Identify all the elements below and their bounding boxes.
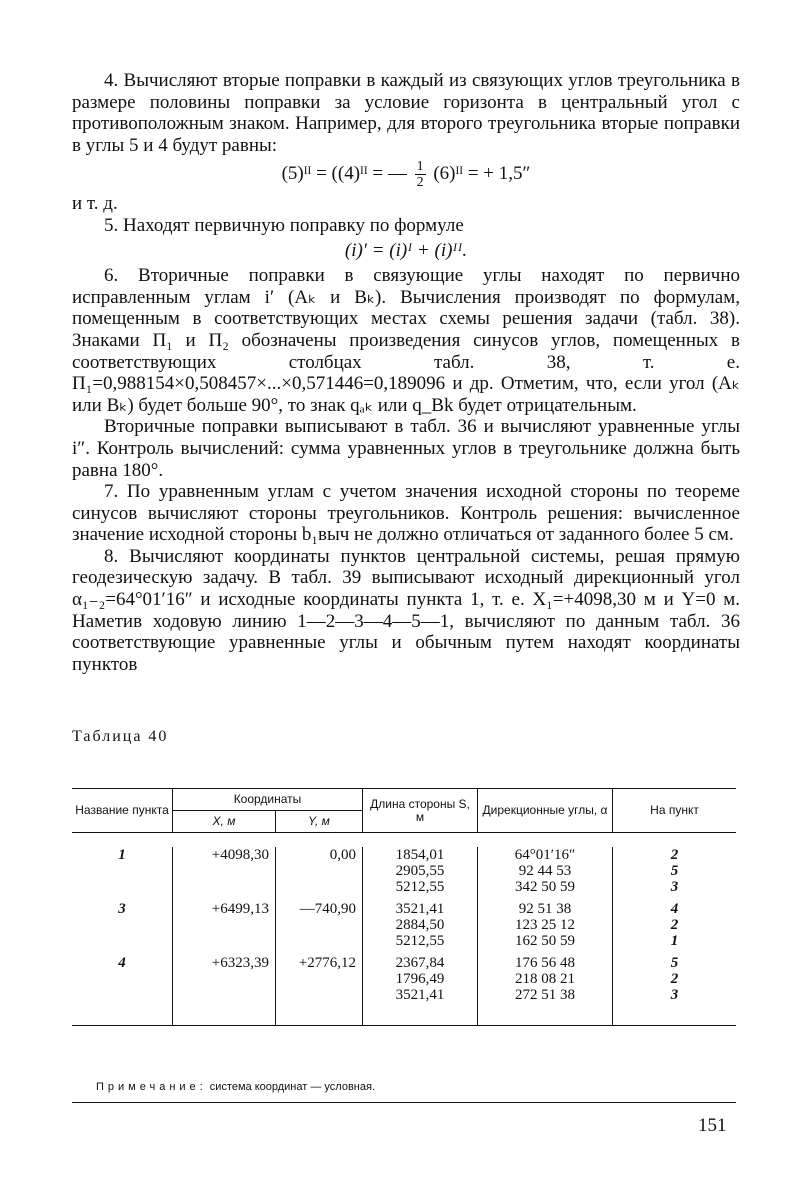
side-cell-line: 2884,50 — [395, 917, 445, 933]
body-text — [72, 70, 740, 675]
coordinates-table — [72, 788, 736, 1026]
y-cell: +2776,12 — [276, 955, 363, 1003]
azimuth-cell-line: 218 08 21 — [515, 971, 575, 987]
side-cell — [363, 955, 478, 1003]
side-cell-line: 5212,55 — [395, 879, 445, 895]
fraction-denominator: 2 — [416, 175, 424, 191]
point-cell: 1 — [72, 847, 173, 895]
side-cell-line: 3521,41 — [395, 987, 445, 1003]
note-label: Примечание: — [96, 1081, 207, 1093]
azimuth-cell-line: 123 25 12 — [515, 917, 575, 933]
paragraph-4: 4. Вычисляют вторые поправки в каждый из связующих углов треугольника в размере половины поправки за условие горизонта в центральный угол с противоположным знаком. Например, для второго треугольника вторые поправки в углы 5 и 4 будут равны: — [72, 70, 740, 156]
table-row — [72, 847, 736, 895]
to-point-cell-line: 1 — [670, 933, 679, 949]
y-cell: —740,90 — [276, 901, 363, 949]
formula-1 — [72, 159, 740, 190]
side-cell-line: 3521,41 — [395, 901, 445, 917]
table-row — [72, 901, 736, 949]
to-point-cell — [613, 847, 737, 895]
paragraph-6b: Вторичные поправки выписывают в табл. 36 и вычисляют уравненные углы i″. Контроль вычислений: сумма уравненных углов в треугольнике должна быть равна 180°. — [72, 416, 740, 481]
fraction-numerator: 1 — [416, 159, 424, 175]
point-cell: 4 — [72, 955, 173, 1003]
to-point-cell-line: 2 — [670, 971, 679, 987]
to-point-cell-line: 5 — [670, 955, 679, 971]
paragraph-7: 7. По уравненным углам с учетом значения исходной стороны по теореме синусов вычисляют стороны треугольников. Контроль решения: вычисленное значение исходной стороны b₁выч не должно отличаться от заданного более 5 см. — [72, 481, 740, 546]
formula-1-left: (5)ᴵᴵ = ((4)ᴵᴵ = — — [281, 163, 407, 185]
side-cell — [363, 901, 478, 949]
header-x: X, м — [173, 811, 276, 833]
header-side: Длина стороны S, м — [363, 789, 478, 833]
bottom-rule — [72, 1102, 736, 1103]
side-cell — [363, 847, 478, 895]
formula-1-right: (6)ᴵᴵ = + 1,5″ — [433, 163, 531, 185]
to-point-cell-line: 2 — [670, 847, 679, 863]
side-cell-line: 5212,55 — [395, 933, 445, 949]
header-coords: Координаты — [173, 789, 363, 811]
itd-text: и т. д. — [72, 193, 118, 215]
to-point-cell — [613, 901, 737, 949]
paragraph-5: 5. Находят первичную поправку по формуле — [104, 214, 464, 236]
side-cell-line: 2367,84 — [395, 955, 445, 971]
to-point-cell — [613, 955, 737, 1003]
azimuth-cell-line: 176 56 48 — [515, 955, 575, 971]
azimuth-cell — [478, 955, 613, 1003]
to-point-cell-line: 2 — [670, 917, 679, 933]
table-caption: Таблица 40 — [72, 728, 169, 745]
x-cell: +6499,13 — [173, 901, 276, 949]
paragraph-8: 8. Вычисляют координаты пунктов центральной системы, решая прямую геодезическую задачу. В табл. 39 выписывают исходный дирекционный угол α₁₋₂=64°01′16″ и исходные координаты пункта 1, т. е. X₁=+4098,30 м и Y=0 м. Наметив ходовую линию 1—2—3—4—5—1, вычисляют по данным табл. 36 соответствующие уравненные углы и обычным путем находят координаты пунктов — [72, 545, 740, 675]
x-cell: +6323,39 — [173, 955, 276, 1003]
header-to-point: На пункт — [650, 803, 699, 817]
to-point-cell-line: 4 — [670, 901, 679, 917]
paragraph-6: 6. Вторичные поправки в связующие углы находят по первично исправленным углам i′ (Aₖ и Bₖ). Вычисления производят по формулам, помещенным в соответствующих местах схемы решения задачи (табл. 38). Знаками П₁ и П₂ обозначены произведения синусов углов, помещенных в соответствующих столбцах табл. 38, т. е. П₁=0,988154×0,508457×...×0,571446=0,189096 и др. Отметим, что, если угол (Aₖ или Bₖ) будет больше 90°, то знак qₐₖ или q_Bk будет отрицательным. — [72, 265, 740, 416]
page-number: 151 — [698, 1115, 727, 1136]
azimuth-cell-line: 64°01′16″ — [514, 847, 576, 863]
side-cell-line: 2905,55 — [395, 863, 445, 879]
to-point-cell-line: 3 — [670, 987, 679, 1003]
to-point-cell-line: 3 — [670, 879, 679, 895]
note-text: система координат — условная. — [209, 1081, 375, 1093]
table-row — [72, 955, 736, 1003]
side-cell-line: 1854,01 — [395, 847, 445, 863]
azimuth-cell-line: 342 50 59 — [515, 879, 575, 895]
azimuth-cell-line: 272 51 38 — [515, 987, 575, 1003]
to-point-cell-line: 5 — [670, 863, 679, 879]
point-cell: 3 — [72, 901, 173, 949]
header-azimuth: Дирекционные углы, α — [478, 789, 613, 833]
side-cell-line: 1796,49 — [395, 971, 445, 987]
azimuth-cell — [478, 901, 613, 949]
azimuth-cell-line: 162 50 59 — [515, 933, 575, 949]
x-cell: +4098,30 — [173, 847, 276, 895]
fraction — [415, 159, 426, 190]
formula-2: (i)′ = (i)ᴵ + (i)ᴵᴵ. — [344, 239, 468, 261]
table-body — [72, 833, 736, 1026]
azimuth-cell — [478, 847, 613, 895]
table-note — [96, 1081, 375, 1093]
header-y: Y, м — [276, 811, 363, 833]
header-point-name: Название пункта — [72, 789, 173, 833]
azimuth-cell-line: 92 51 38 — [518, 901, 572, 917]
azimuth-cell-line: 92 44 53 — [518, 863, 572, 879]
y-cell: 0,00 — [276, 847, 363, 895]
